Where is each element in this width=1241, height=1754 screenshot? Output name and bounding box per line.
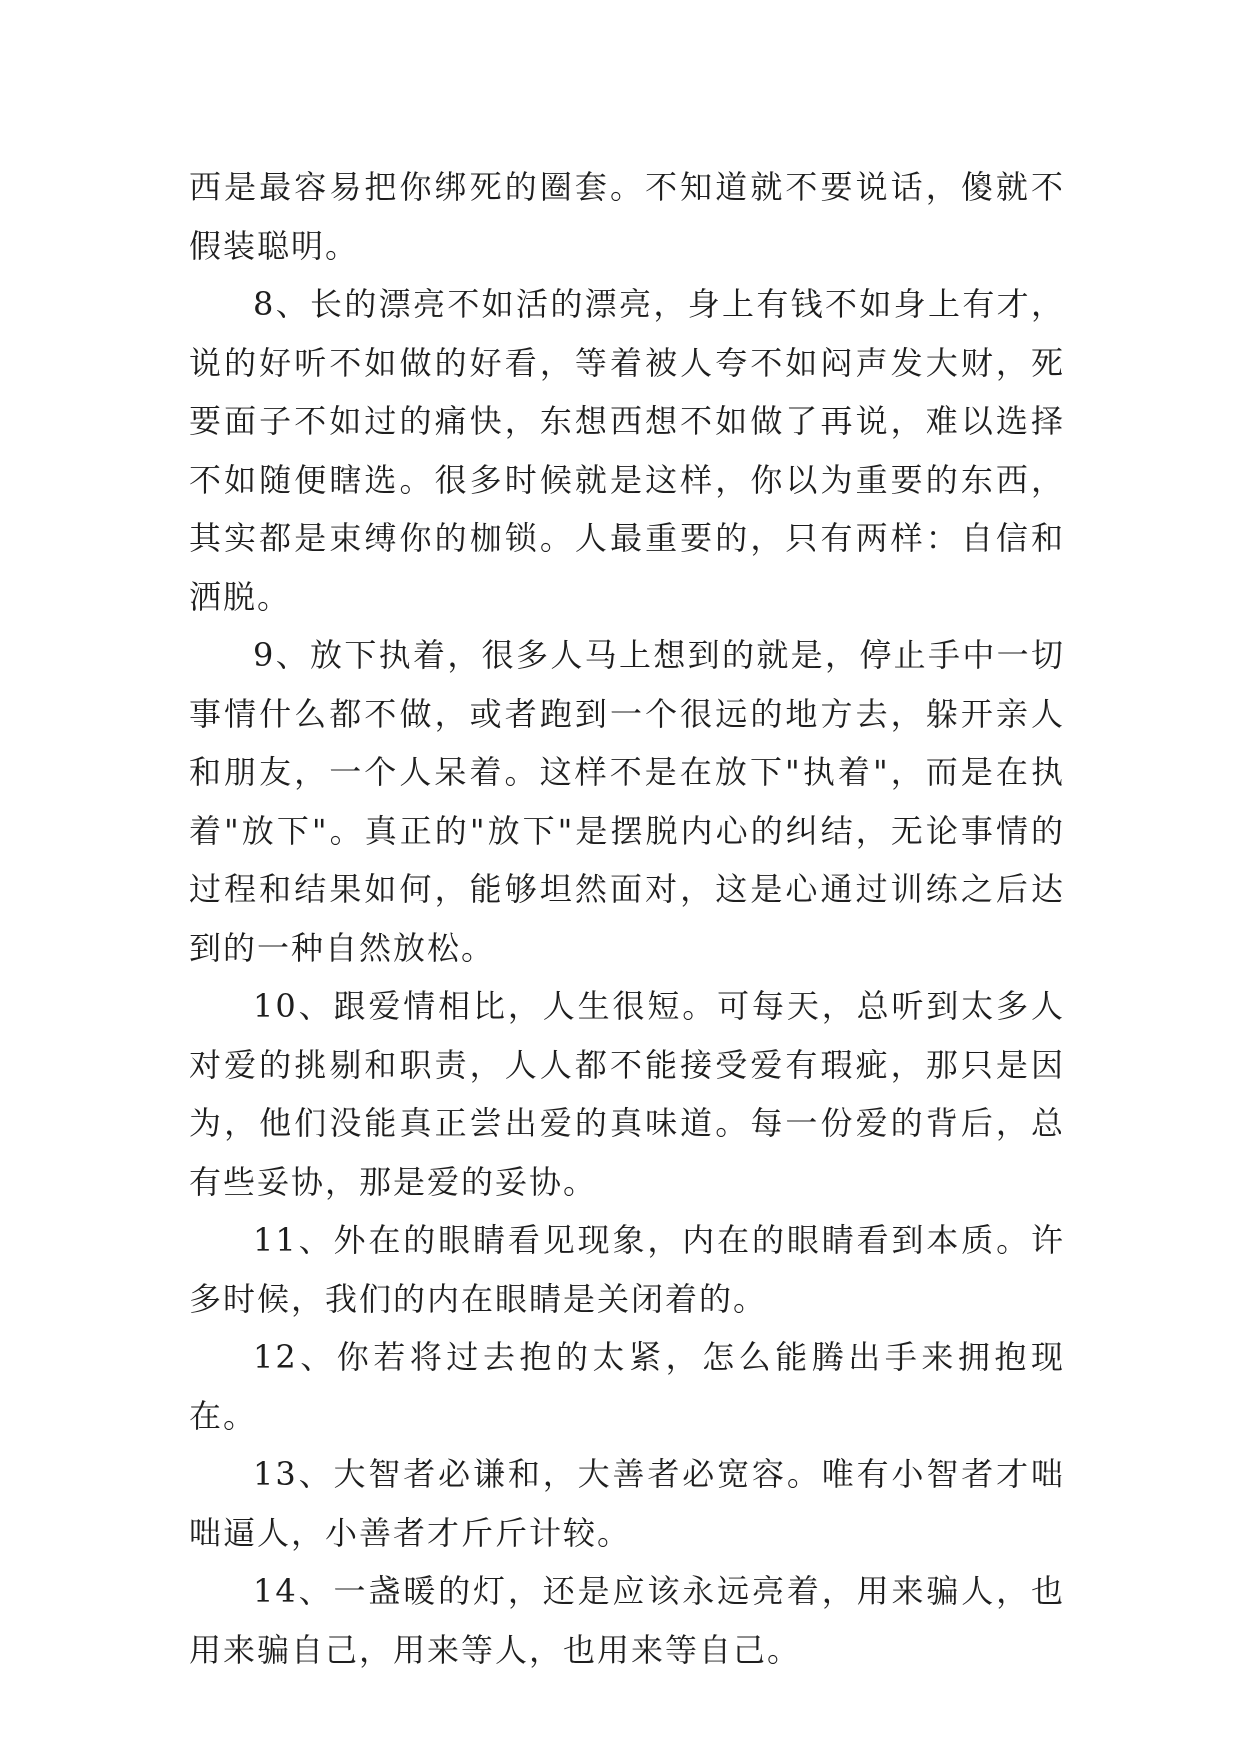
paragraph-10: 10、跟爱情相比，人生很短。可每天，总听到太多人对爱的挑剔和职责，人人都不能接受爱有瑕疵，那只是因为，他们没能真正尝出爱的真味道。每一份爱的背后，总有些妥协，那是爱的妥协。 <box>189 987 1065 1201</box>
paragraph-12: 12、你若将过去抱的太紧，怎么能腾出手来拥抱现在。 <box>189 1338 1065 1435</box>
paragraph-9: 9、放下执着，很多人马上想到的就是，停止手中一切事情什么都不做，或者跑到一个很远的地方去，躲开亲人和朋友，一个人呆着。这样不是在放下"执着"，而是在执着"放下"。真正的"放下"是摆脱内心的纠结，无论事情的过程和结果如何，能够坦然面对，这是心通过训练之后达到的一种自然放松。 <box>189 636 1065 967</box>
paragraph-13: 13、大智者必谦和，大善者必宽容。唯有小智者才咄咄逼人，小善者才斤斤计较。 <box>189 1455 1065 1552</box>
paragraph-11: 11、外在的眼睛看见现象，内在的眼睛看到本质。许多时候，我们的内在眼睛是关闭着的。 <box>189 1221 1065 1318</box>
paragraph-14: 14、一盏暖的灯，还是应该永远亮着，用来骗人，也用来骗自己，用来等人，也用来等自己。 <box>189 1572 1065 1669</box>
paragraph-7-continuation: 西是最容易把你绑死的圈套。不知道就不要说话，傻就不假装聪明。 <box>189 168 1065 265</box>
document-body <box>189 158 1065 1679</box>
paragraph-8: 8、长的漂亮不如活的漂亮，身上有钱不如身上有才，说的好听不如做的好看，等着被人夸不如闷声发大财，死要面子不如过的痛快，东想西想不如做了再说，难以选择不如随便瞎选。很多时候就是这样，你以为重要的东西，其实都是束缚你的枷锁。人最重要的，只有两样：自信和洒脱。 <box>189 285 1065 616</box>
